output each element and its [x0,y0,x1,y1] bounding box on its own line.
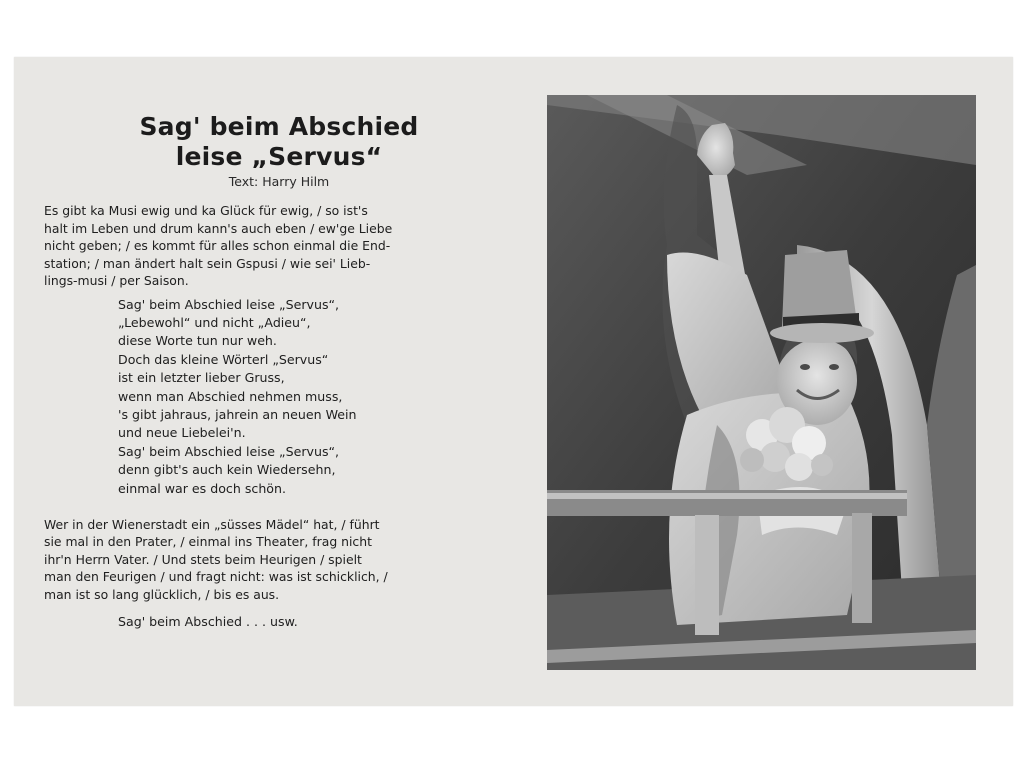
chorus-line: ist ein letzter lieber Gruss, [118,370,285,386]
lyrics-column [44,112,514,631]
verse-line: ihr'n Herrn Vater. / Und stets beim Heurigen / spielt [44,551,362,567]
verse-line: sie mal in den Prater, / einmal ins Theater, frag nicht [44,534,372,550]
chorus-line: Sag' beim Abschied leise „Servus“, [118,443,340,459]
verse-line: halt im Leben und drum kann's auch eben / ew'ge Liebe [44,220,393,236]
chorus-line: wenn man Abschied nehmen muss, [118,388,343,404]
verse-line: lings-musi / per Saison. [44,273,189,288]
song-title-line-1: Sag' beim Abschied [139,112,419,141]
handrail-post-right [852,513,872,623]
chorus-reference: Sag' beim Abschied . . . usw. [118,614,298,630]
chorus-line: Sag' beim Abschied leise „Servus“, [118,296,340,312]
chorus-line: 's gibt jahraus, jahrein an neuen Wein [118,406,357,422]
song-title-line-2: leise „Servus“ [175,142,383,171]
chorus-line: und neue Liebelei'n. [118,425,246,441]
verse-1 [44,202,514,290]
lyricist-credit: Text: Harry Hilm [228,174,330,189]
verse-line: nicht geben; / es kommt für alles schon einmal die End- [44,238,391,253]
verse-2 [44,516,514,604]
verse-line: Wer in der Wienerstadt ein „süsses Mädel“ hat, / führt [44,516,380,532]
verse-line: man ist so lang glücklich, / bis es aus. [44,586,280,602]
eye-left [800,364,810,370]
handrail-highlight [547,493,907,499]
song-title [44,112,514,172]
chorus-line: „Lebewohl“ und nicht „Adieu“, [118,314,311,330]
chorus-line: denn gibt's auch kein Wiedersehn, [118,462,336,478]
top-hat-brim [770,323,874,343]
verse-line: Es gibt ka Musi ewig und ka Glück für ewig, / so ist's [44,203,368,218]
eye-right [829,364,839,370]
woman-waving-from-train-window-photo [547,95,976,670]
handrail-post [695,515,719,635]
photo-illustration [547,95,976,670]
chorus-line: Doch das kleine Wörterl „Servus“ [118,351,329,367]
chorus-line: diese Worte tun nur weh. [118,333,277,349]
postcard [14,57,1013,706]
verse-line: station; / man ändert halt sein Gspusi / wie sei' Lieb- [44,255,371,271]
chorus-line: einmal war es doch schön. [118,480,286,496]
verse-line: man den Feurigen / und fragt nicht: was ist schicklich, / [44,569,388,585]
chorus [118,296,514,498]
